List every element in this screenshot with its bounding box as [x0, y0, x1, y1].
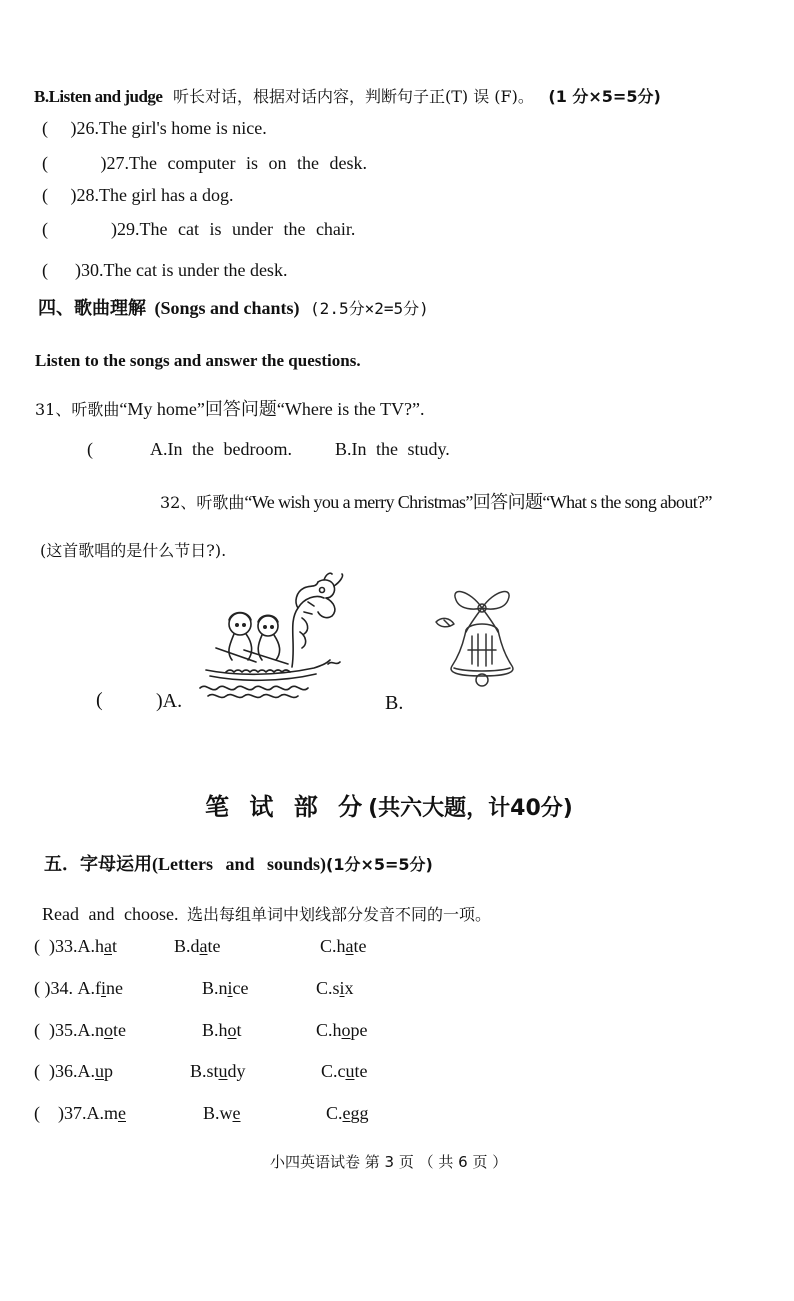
q32-blank[interactable]: ( — [96, 689, 103, 711]
written-title: 笔 试 部 分 — [205, 793, 369, 821]
q32-option-a-label: )A. — [156, 690, 183, 712]
answer-blank[interactable]: ( ) — [42, 260, 81, 280]
question-26: ( )26.The girl's home is nice. — [42, 118, 267, 138]
question-31-prompt: 31、听歌曲“My home”回答问题“Where is the TV?”. — [35, 399, 425, 419]
question-29: ( )29.The cat is under the chair. — [42, 219, 356, 239]
question-36: ( )36.A.up B.study C.cute — [34, 1061, 368, 1081]
question-27: ( )27.The computer is on the desk. — [42, 153, 367, 173]
partB-title-cn: 听长对话，根据对话内容，判断句子正(T) 误 (F)。 — [172, 87, 534, 106]
section4-title-en: (Songs and chants) — [154, 298, 300, 318]
q34-option-b: B.nice — [202, 978, 249, 998]
question-37: ( )37.A.me B.we C.egg — [34, 1103, 369, 1123]
page-footer: 小四英语试卷 第 3 页 （ 共 6 页 ） — [270, 1153, 508, 1171]
section4-title-cn: 四、歌曲理解 — [38, 298, 146, 319]
answer-blank[interactable]: ( ) — [42, 219, 117, 239]
question-28: ( )28.The girl has a dog. — [42, 185, 234, 205]
q33-option-c: C.hate — [320, 936, 367, 956]
section5-score: (1分×5=5分) — [326, 855, 433, 874]
section5-title: 五．字母运用 — [44, 854, 152, 875]
section4-instruction: Listen to the songs and answer the questions. — [35, 351, 361, 370]
christmas-bell-icon — [426, 580, 538, 692]
q32-option-b-label: B. — [385, 692, 404, 714]
q35-option-b: B.hot — [202, 1020, 242, 1040]
answer-blank[interactable]: ( ) — [42, 118, 77, 138]
q37-option-c: C.egg — [326, 1103, 369, 1123]
answer-blank[interactable]: ( — [34, 978, 45, 998]
partB-header — [34, 85, 661, 108]
dragon-boat-icon — [196, 572, 348, 700]
answer-blank[interactable]: ( ) — [42, 185, 77, 205]
q31-option-a: A.In the bedroom. — [150, 439, 292, 459]
q33-option-b: B.date — [174, 936, 221, 956]
question-33: ( )33.A.hat B.date C.hate — [34, 936, 367, 956]
q36-option-b: B.study — [190, 1061, 246, 1081]
section5-instruction: Read and choose. 选出每组单词中划线部分发音不同的一项。 — [42, 904, 491, 924]
section4-score: (2.5分×2=5分) — [310, 299, 429, 318]
question-31-options — [87, 438, 450, 460]
written-section-title — [205, 792, 573, 824]
question-32-prompt: 32、听歌曲“We wish you a merry Christmas”回答问题“What s the song about?” — [160, 492, 712, 512]
partB-title-en: B.Listen and judge — [34, 87, 163, 106]
answer-blank[interactable]: ( — [87, 439, 150, 459]
q37-option-b: B.we — [203, 1103, 241, 1123]
question-35: ( )35.A.note B.hot C.hope — [34, 1020, 368, 1040]
q36-option-c: C.cute — [321, 1061, 368, 1081]
section5-title-en: (Letters and sounds) — [152, 854, 327, 874]
answer-blank[interactable]: ( — [34, 1020, 49, 1040]
section5-header — [44, 853, 433, 876]
answer-blank[interactable]: ( — [34, 936, 49, 956]
question-30: ( )30.The cat is under the desk. — [42, 260, 288, 280]
q34-option-c: C.six — [316, 978, 354, 998]
written-subtitle: (共六大题，计40分) — [368, 796, 573, 821]
answer-blank[interactable]: ( — [34, 1103, 58, 1123]
answer-blank[interactable]: ( — [34, 1061, 49, 1081]
section4-header — [38, 297, 429, 320]
partB-score: (1 分×5=5分) — [548, 87, 661, 106]
question-32-prompt-cn: (这首歌唱的是什么节日?). — [40, 541, 227, 560]
question-34: ( )34. A.fine B.nice C.six — [34, 978, 354, 998]
q35-option-c: C.hope — [316, 1020, 368, 1040]
answer-blank[interactable]: ( ) — [42, 153, 107, 173]
q31-option-b: B.In the study. — [334, 439, 450, 459]
